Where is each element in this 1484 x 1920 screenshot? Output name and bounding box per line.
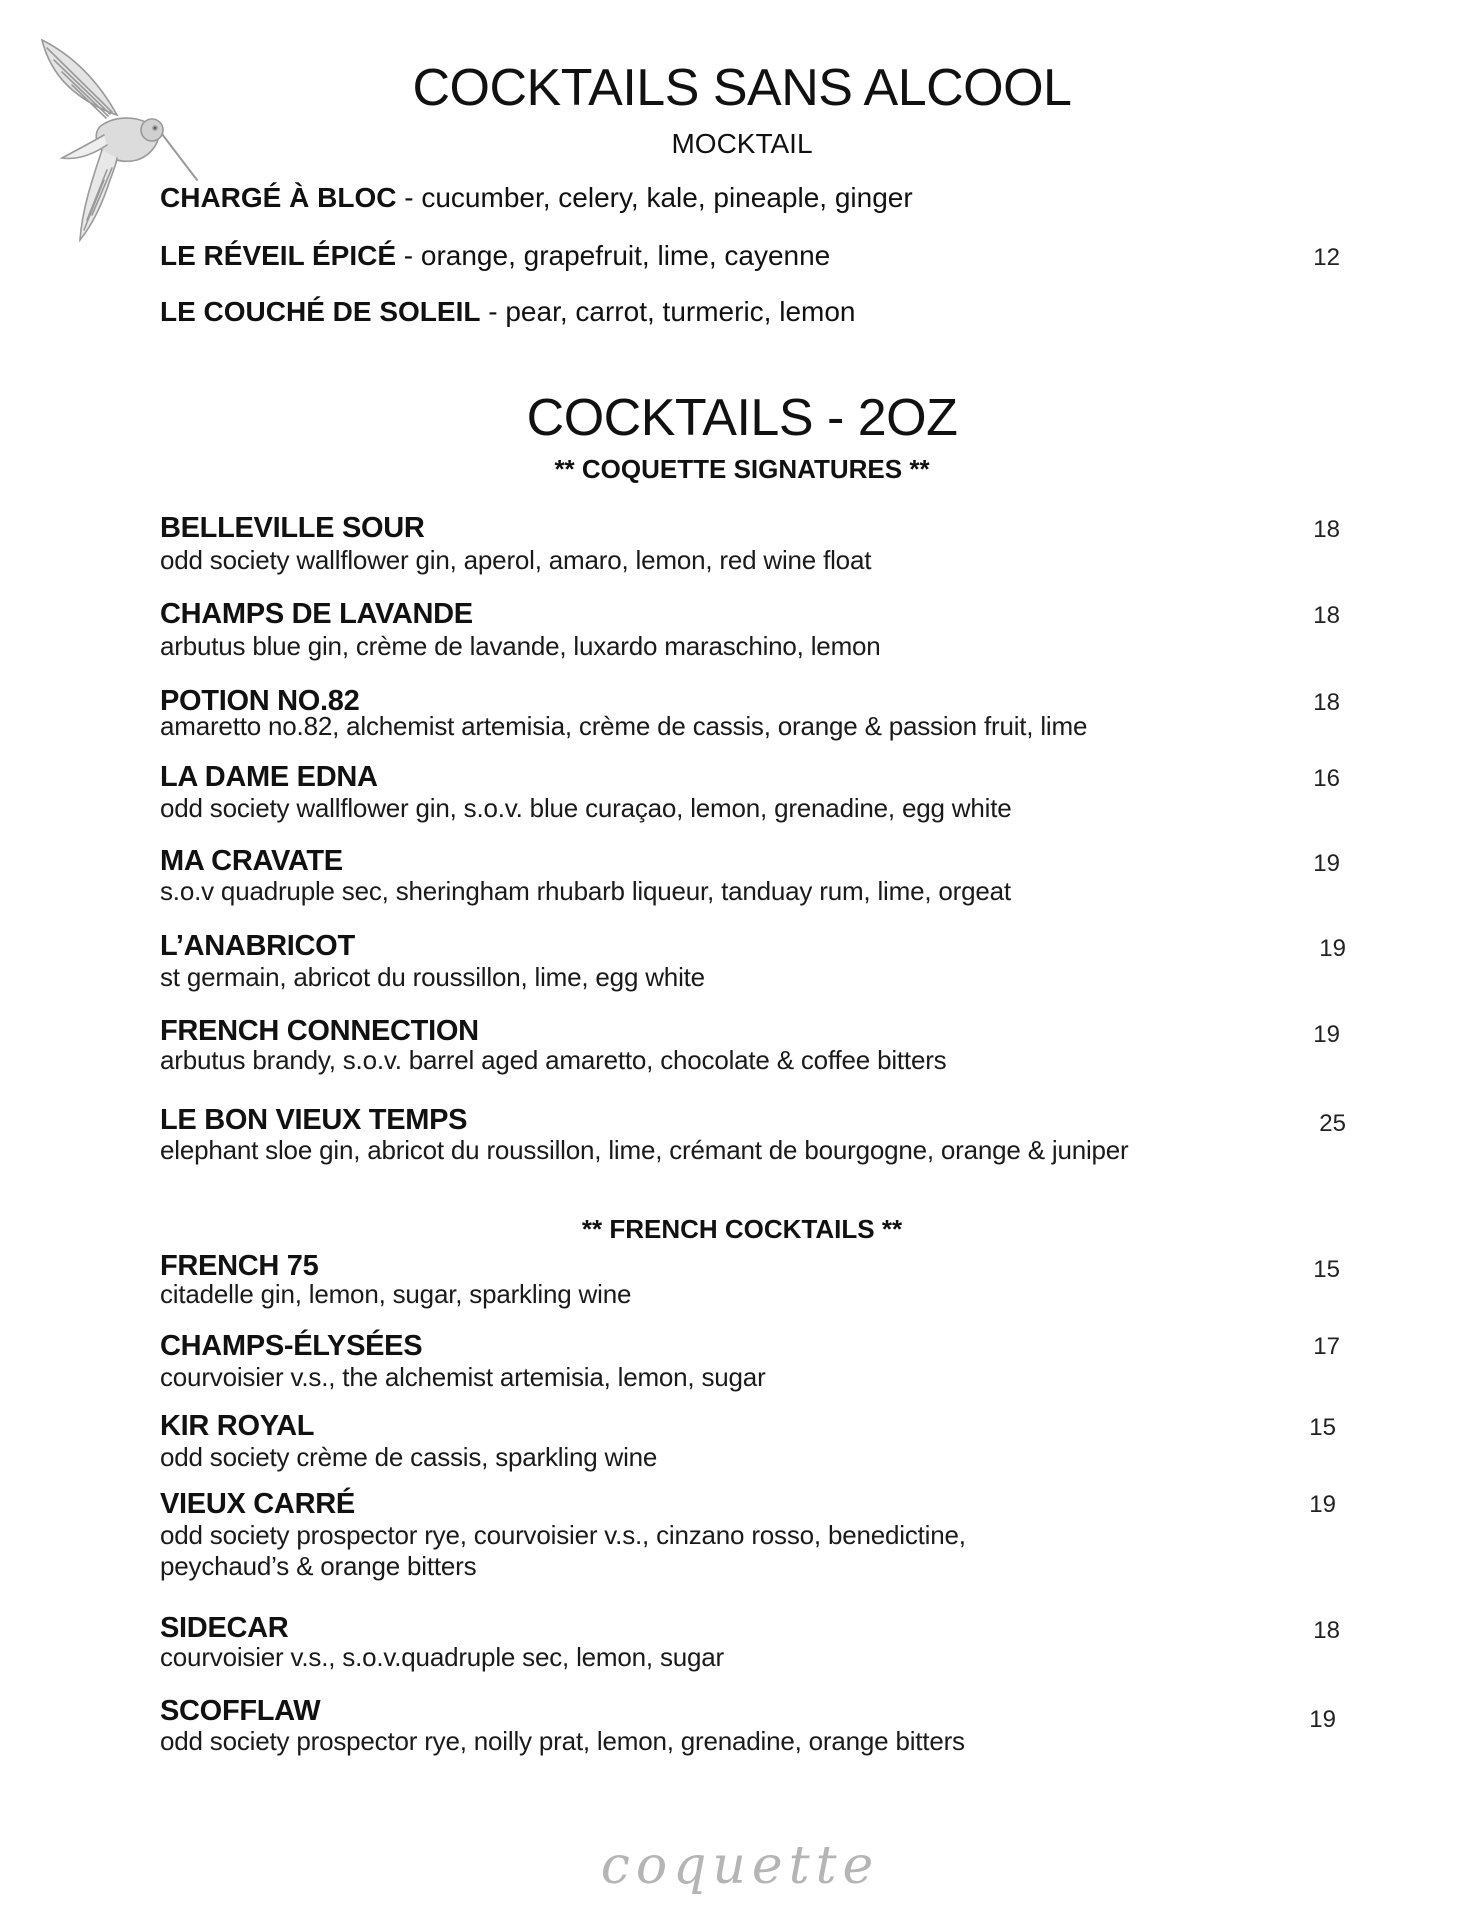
menu-item-desc: odd society prospector rye, courvoisier v.s., cinzano rosso, benedictine, peychaud’s & orange bitters: [160, 1520, 966, 1581]
menu-item-desc: amaretto no.82, alchemist artemisia, crème de cassis, orange & passion fruit, lime: [160, 711, 1088, 741]
mocktail-item: [160, 240, 830, 272]
mocktail-item: [160, 296, 855, 328]
menu-item-desc: odd society wallflower gin, s.o.v. blue curaçao, lemon, grenadine, egg white: [160, 793, 1012, 823]
menu-item-price: 19: [1319, 935, 1346, 962]
mocktail-item-name: CHARGÉ À BLOC: [160, 182, 397, 213]
menu-item-name: SCOFFLAW: [160, 1695, 321, 1727]
mocktail-item-desc: cucumber, celery, kale, pineaple, ginger: [421, 182, 913, 213]
menu-item-name: VIEUX CARRÉ: [160, 1488, 355, 1520]
menu-item-price: 18: [1313, 1617, 1340, 1644]
menu-item-desc: elephant sloe gin, abricot du roussillon, lime, crémant de bourgogne, orange & juniper: [160, 1135, 1129, 1165]
menu-item-price: 15: [1309, 1414, 1336, 1441]
menu-item-desc: st germain, abricot du roussillon, lime, egg white: [160, 962, 705, 992]
menu-item-name: MA CRAVATE: [160, 845, 343, 877]
coquette-logo: [570, 1835, 910, 1905]
menu-item-name: CHAMPS DE LAVANDE: [160, 598, 473, 630]
menu-item-name: BELLEVILLE SOUR: [160, 512, 425, 544]
menu-item-name: L’ANABRICOT: [160, 930, 355, 962]
menu-item-name: FRENCH CONNECTION: [160, 1015, 479, 1047]
mocktail-item: [160, 182, 913, 214]
signatures-header: ** COQUETTE SIGNATURES **: [554, 454, 930, 484]
menu-item-desc: arbutus brandy, s.o.v. barrel aged amaretto, chocolate & coffee bitters: [160, 1045, 947, 1075]
menu-item-name: FRENCH 75: [160, 1250, 319, 1282]
menu-item-price: 19: [1309, 1491, 1336, 1518]
menu-item-name: KIR ROYAL: [160, 1410, 315, 1442]
menu-item-name: CHAMPS-ÉLYSÉES: [160, 1330, 423, 1362]
menu-item-desc: courvoisier v.s., the alchemist artemisia, lemon, sugar: [160, 1362, 766, 1392]
mocktail-price: 12: [1313, 244, 1340, 271]
menu-item-desc: arbutus blue gin, crème de lavande, luxardo maraschino, lemon: [160, 631, 881, 661]
menu-item-name: SIDECAR: [160, 1612, 289, 1644]
menu-item-name: POTION NO.82: [160, 685, 360, 717]
menu-item-desc: odd society prospector rye, noilly prat, lemon, grenadine, orange bitters: [160, 1726, 965, 1756]
menu-item-price: 16: [1313, 765, 1340, 792]
menu-item-desc: courvoisier v.s., s.o.v.quadruple sec, lemon, sugar: [160, 1642, 724, 1672]
menu-item-name: LA DAME EDNA: [160, 761, 378, 793]
mocktail-section-title: COCKTAILS SANS ALCOOL: [412, 59, 1072, 117]
mocktail-item-name: LE COUCHÉ DE SOLEIL: [160, 296, 481, 327]
menu-item-price: 18: [1313, 602, 1340, 629]
cocktails-section-title: COCKTAILS - 2OZ: [526, 389, 958, 447]
mocktail-item-desc: pear, carrot, turmeric, lemon: [505, 296, 856, 327]
menu-item-desc: odd society wallflower gin, aperol, amaro, lemon, red wine float: [160, 545, 872, 575]
mocktail-item-separator: -: [480, 296, 506, 327]
menu-item-price: 19: [1313, 1021, 1340, 1048]
menu-item-price: 18: [1313, 689, 1340, 716]
menu-item-desc: odd society crème de cassis, sparkling wine: [160, 1442, 658, 1472]
menu-item-price: 15: [1313, 1256, 1340, 1283]
menu-item-name: LE BON VIEUX TEMPS: [160, 1104, 468, 1136]
mocktail-item-name: LE RÉVEIL ÉPICÉ: [160, 240, 396, 271]
menu-item-desc: s.o.v quadruple sec, sheringham rhubarb liqueur, tanduay rum, lime, orgeat: [160, 876, 1011, 906]
mocktail-item-separator: -: [396, 182, 422, 213]
menu-item-price: 19: [1309, 1706, 1336, 1733]
french-cocktails-header: ** FRENCH COCKTAILS **: [581, 1214, 903, 1244]
mocktail-subtitle: MOCKTAIL: [671, 128, 813, 159]
menu-item-price: 19: [1313, 850, 1340, 877]
mocktail-item-separator: -: [396, 240, 421, 271]
mocktail-item-desc: orange, grapefruit, lime, cayenne: [420, 240, 831, 271]
menu-item-price: 25: [1319, 1110, 1346, 1137]
menu-item-price: 17: [1313, 1333, 1340, 1360]
coquette-logo-text: coquette: [600, 1836, 880, 1896]
menu-item-desc: citadelle gin, lemon, sugar, sparkling wine: [160, 1279, 632, 1309]
menu-item-price: 18: [1313, 516, 1340, 543]
